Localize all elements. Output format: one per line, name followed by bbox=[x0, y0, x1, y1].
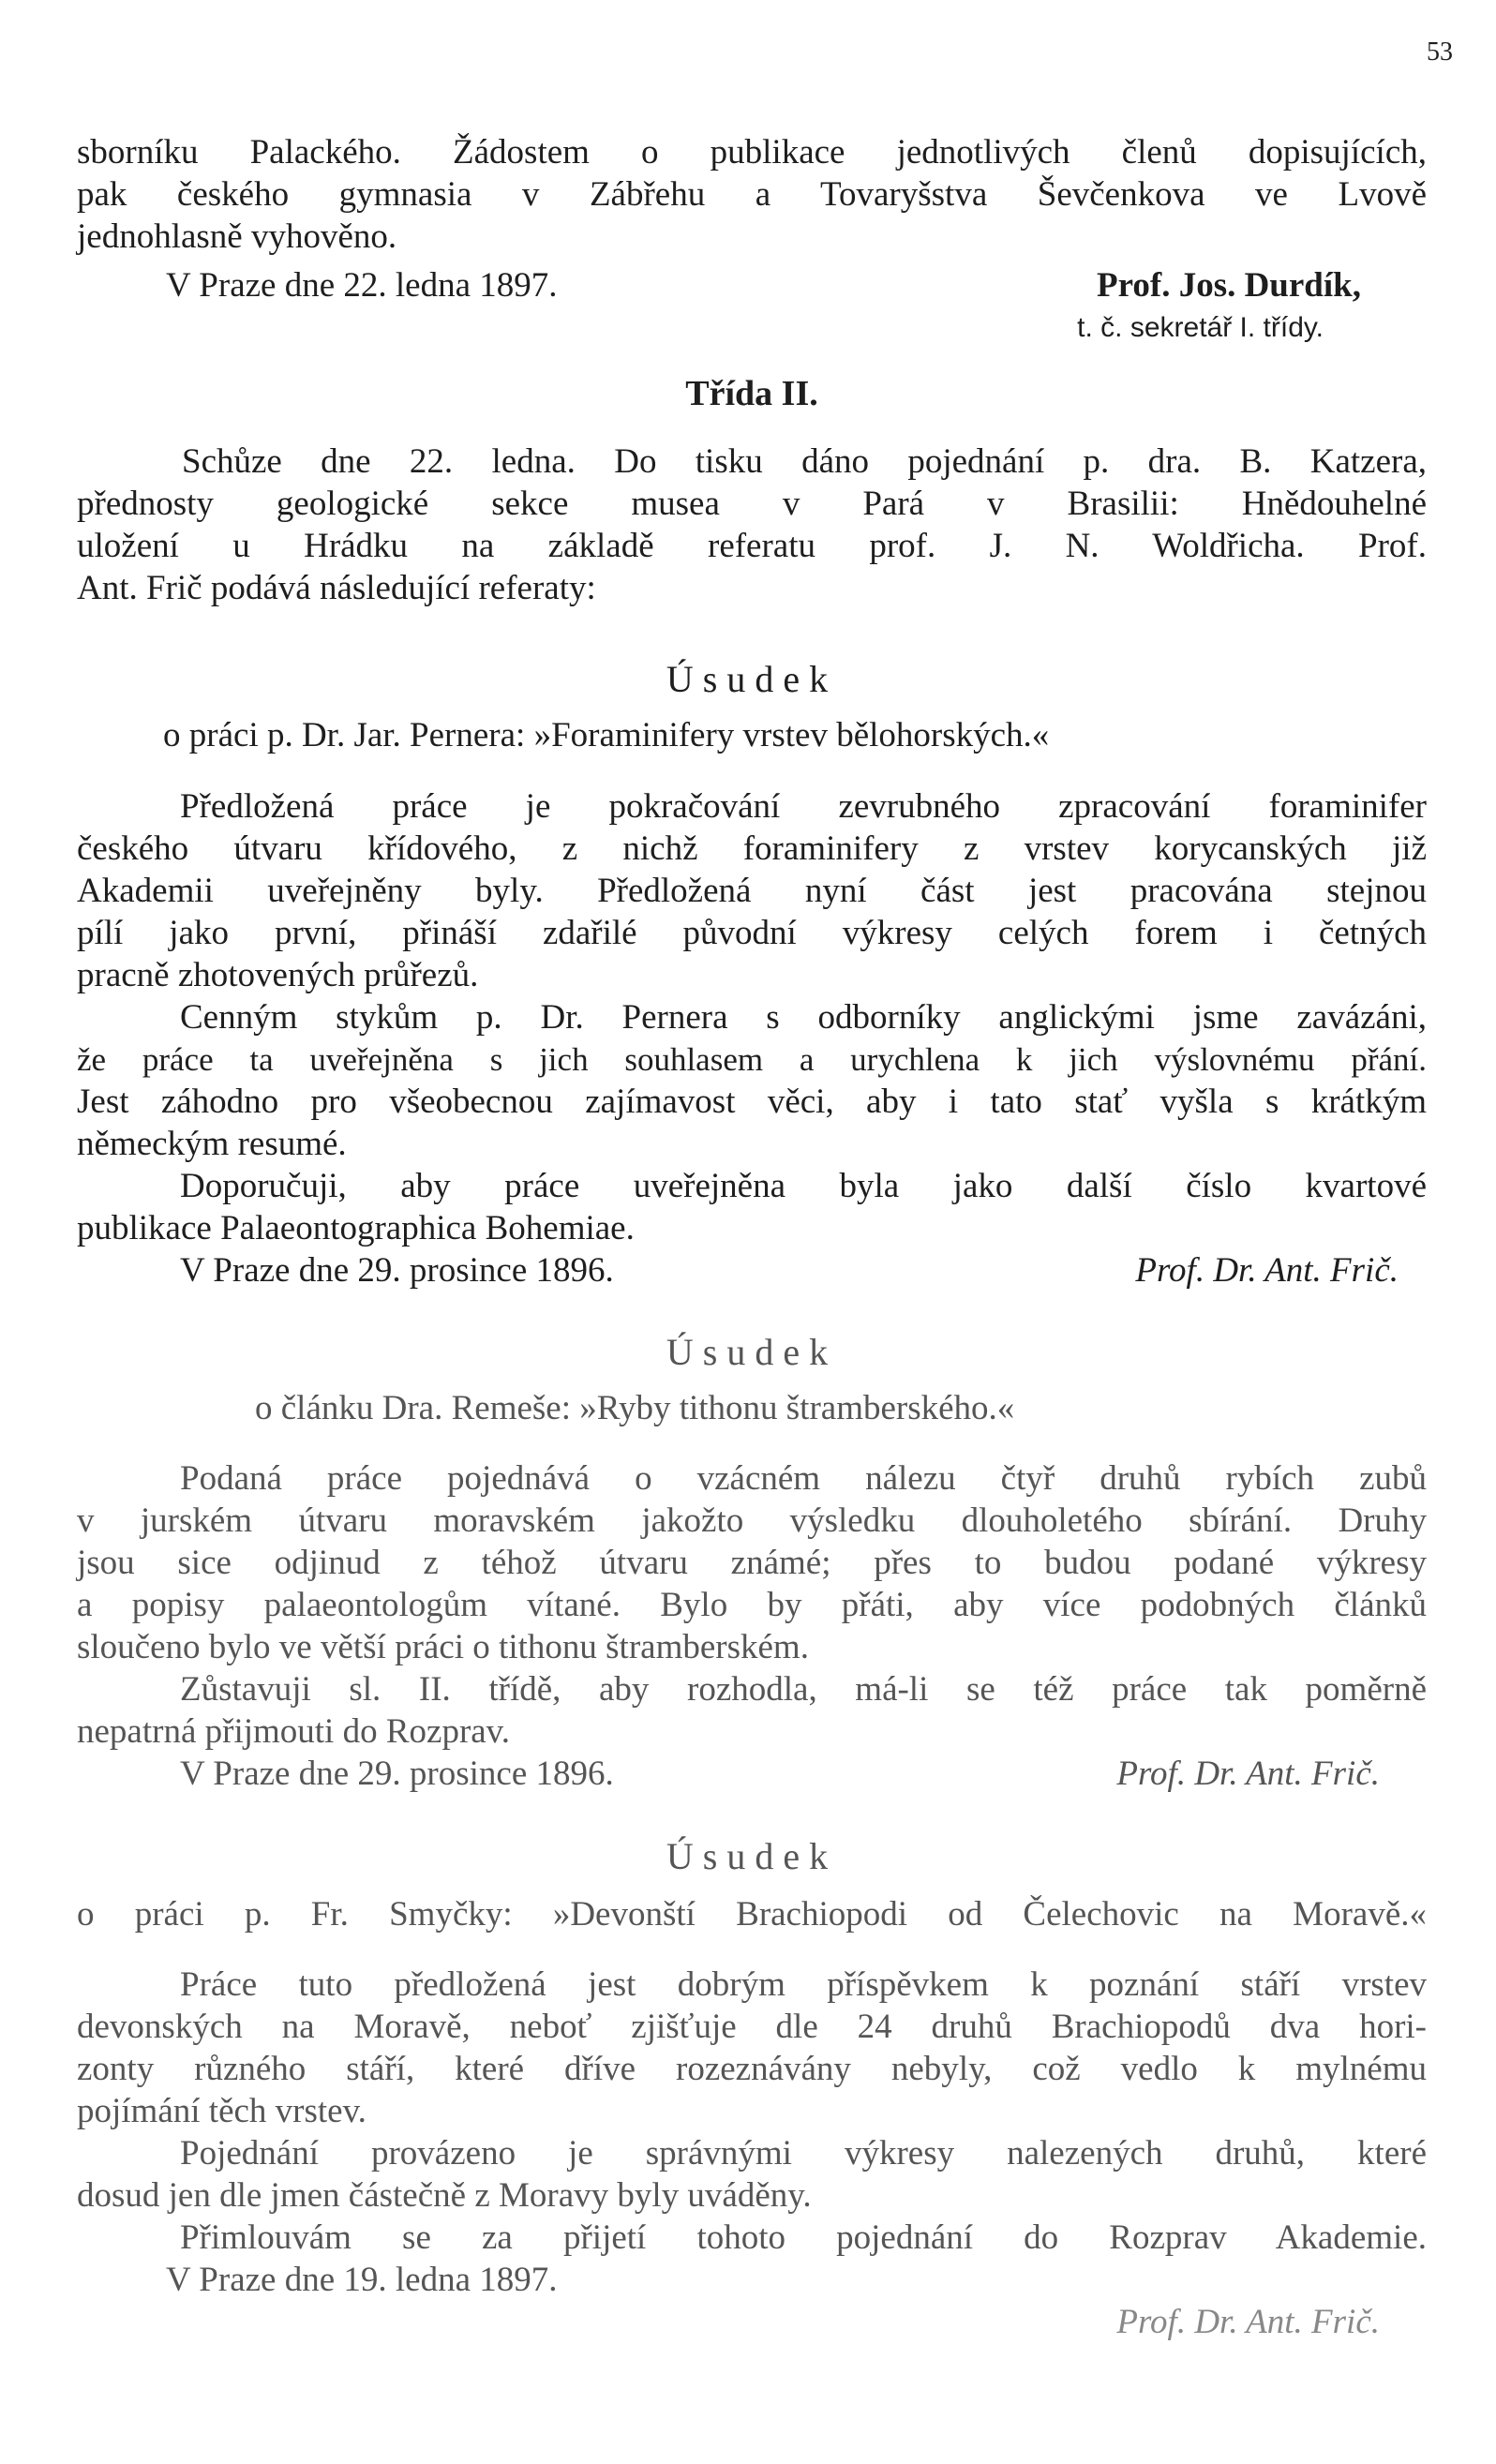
session-line: uložení u Hrádku na základě referatu prof. J. N. Woldřicha. Prof. bbox=[77, 527, 1427, 565]
class-session-paragraph bbox=[77, 441, 1427, 609]
review3-date: V Praze dne 19. ledna 1897. bbox=[166, 2261, 558, 2299]
page-number: 53 bbox=[1427, 37, 1453, 67]
review3-line: zonty různého stáří, které dříve rozeznávány nebyly, což vedlo k mylnému bbox=[77, 2050, 1427, 2088]
review1-heading-text: Úsudek bbox=[666, 658, 838, 700]
review1-line: německým resumé. bbox=[77, 1125, 347, 1163]
review1-line: Akademii uveřejněny byly. Předložená nyní část jest pracována stejnou bbox=[77, 872, 1427, 910]
review2-line: Podaná práce pojednává o vzácném nálezu čtyř druhů rybích zubů bbox=[180, 1459, 1427, 1498]
review2-date: V Praze dne 29. prosince 1896. bbox=[180, 1755, 614, 1793]
intro-date: V Praze dne 22. ledna 1897. bbox=[166, 266, 558, 305]
review1-line: publikace Palaeontographica Bohemiae. bbox=[77, 1209, 635, 1247]
review1-body bbox=[77, 785, 1427, 1292]
review2-heading bbox=[77, 1331, 1427, 1373]
review1-line: Doporučuji, aby práce uveřejněna byla jako další číslo kvartové bbox=[180, 1167, 1427, 1205]
review2-signature: Prof. Dr. Ant. Frič. bbox=[1116, 1755, 1380, 1793]
intro-signature: Prof. Jos. Durdík, bbox=[1097, 266, 1361, 305]
review3-line: Práce tuto předložená jest dobrým příspěvkem k poznání stáří vrstev bbox=[180, 1965, 1427, 2004]
intro-line: jednohlasně vyhověno. bbox=[77, 217, 397, 256]
review3-heading-text: Úsudek bbox=[666, 1835, 838, 1877]
review1-subject-text: o práci p. Dr. Jar. Pernera: »Foraminifery vrstev bělohorských.« bbox=[163, 716, 1050, 754]
intro-signature-block bbox=[77, 264, 1427, 349]
review2-line: a popisy palaeontologům vítané. Bylo by přáti, aby více podobných článků bbox=[77, 1586, 1427, 1624]
review2-subject-text: o článku Dra. Remeše: »Ryby tithonu štramberského.« bbox=[255, 1389, 1015, 1427]
class-heading bbox=[77, 373, 1427, 415]
review2-body bbox=[77, 1457, 1427, 1795]
review3-subject-text: o práci p. Fr. Smyčky: »Devonští Brachiopodi od Čelechovic na Moravě.« bbox=[77, 1895, 1427, 1934]
review3-line: Pojednání provázeno je správnými výkresy nalezených druhů, které bbox=[180, 2134, 1427, 2173]
review1-signature: Prof. Dr. Ant. Frič. bbox=[1135, 1251, 1399, 1290]
review2-line: nepatrná přijmouti do Rozprav. bbox=[77, 1712, 511, 1751]
review2-heading-text: Úsudek bbox=[666, 1331, 838, 1373]
review2-line: sloučeno bylo ve větší práci o tithonu štramberském. bbox=[77, 1628, 809, 1666]
review3-subject bbox=[77, 1893, 1427, 1935]
review1-line: českého útvaru křídového, z nichž foraminifery z vrstev korycanských již bbox=[77, 829, 1427, 868]
class-heading-text: Třída II. bbox=[685, 374, 818, 413]
review1-line: Jest záhodno pro všeobecnou zajímavost věci, aby i tato stať vyšla s krátkým bbox=[77, 1083, 1427, 1121]
review3-body bbox=[77, 1964, 1427, 2301]
intro-paragraph bbox=[77, 131, 1427, 258]
review1-line: pílí jako první, přináší zdařilé původní výkresy celých forem i četných bbox=[77, 914, 1427, 952]
session-line: Schůze dne 22. ledna. Do tisku dáno pojednání p. dra. B. Katzera, bbox=[182, 442, 1427, 481]
intro-signature-title: t. č. sekretář I. třídy. bbox=[1077, 312, 1324, 343]
session-line: Ant. Frič podává následující referaty: bbox=[77, 569, 596, 607]
review1-line: Cenným stykům p. Dr. Pernera s odborníky anglickými jsme zavázáni, bbox=[180, 998, 1427, 1037]
review3-line: dosud jen dle jmen částečně z Moravy byly uváděny. bbox=[77, 2176, 812, 2215]
review3-heading bbox=[77, 1835, 1427, 1877]
review3-line: Přimlouvám se za přijetí tohoto pojednání do Rozprav Akademie. bbox=[180, 2218, 1427, 2257]
review1-subject bbox=[77, 714, 1427, 756]
review3-signature: Prof. Dr. Ant. Frič. bbox=[1116, 2303, 1380, 2341]
review2-line: jsou sice odjinud z téhož útvaru známé; přes to budou podané výkresy bbox=[77, 1544, 1427, 1582]
intro-line: sborníku Palackého. Žádostem o publikace jednotlivých členů dopisujících, bbox=[77, 133, 1427, 172]
intro-line: pak českého gymnasia v Zábřehu a Tovaryšstva Ševčenkova ve Lvově bbox=[77, 175, 1427, 214]
session-line: přednosty geologické sekce musea v Pará v Brasilii: Hnědouhelné bbox=[77, 485, 1427, 523]
review3-signature-row bbox=[77, 2301, 1427, 2343]
review2-line: Zůstavuji sl. II. třídě, aby rozhodla, má-li se též práce tak poměrně bbox=[180, 1670, 1427, 1709]
review1-line: Předložená práce je pokračování zevrubného zpracování foraminifer bbox=[180, 787, 1427, 826]
review1-line: že práce ta uveřejněna s jich souhlasem a urychlena k jich výslovnému přání. bbox=[77, 1041, 1427, 1078]
review2-subject bbox=[77, 1387, 1427, 1429]
review1-date: V Praze dne 29. prosince 1896. bbox=[180, 1251, 614, 1290]
review1-heading bbox=[77, 658, 1427, 700]
review2-line: v jurském útvaru moravském jakožto výsledku dlouholetého sbírání. Druhy bbox=[77, 1501, 1427, 1540]
review3-line: pojímání těch vrstev. bbox=[77, 2092, 367, 2130]
review3-line: devonských na Moravě, neboť zjišťuje dle 24 druhů Brachiopodů dva hori- bbox=[77, 2008, 1427, 2046]
review1-line: pracně zhotovených průřezů. bbox=[77, 956, 479, 994]
